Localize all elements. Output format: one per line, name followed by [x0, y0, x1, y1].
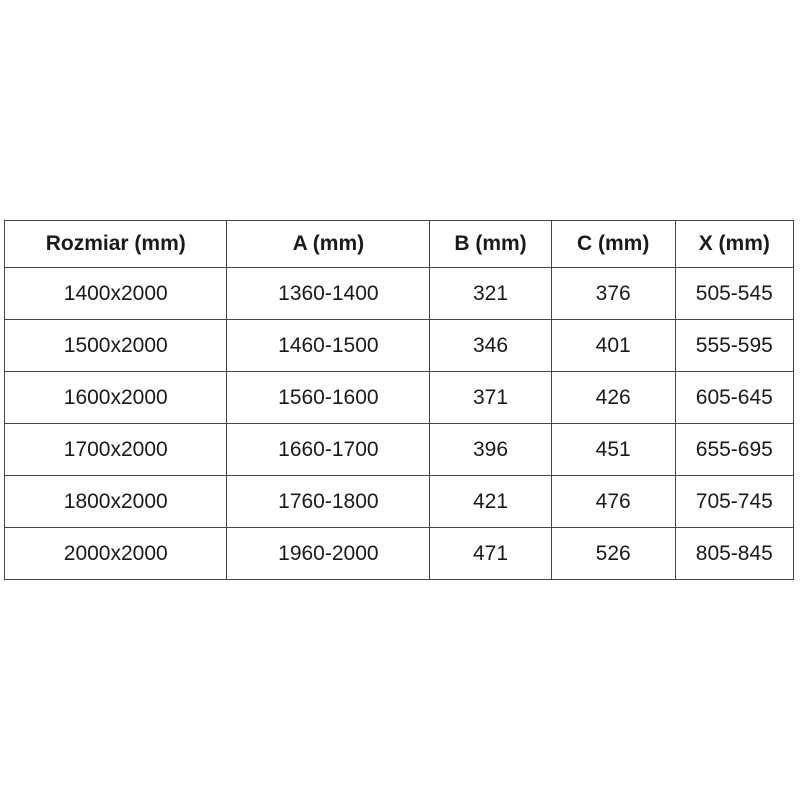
table-cell: 805-845 [675, 528, 793, 580]
table-cell: 2000x2000 [5, 528, 227, 580]
table-cell: 1800x2000 [5, 476, 227, 528]
table-cell: 376 [551, 268, 675, 320]
table-row [5, 268, 794, 320]
table-cell: 705-745 [675, 476, 793, 528]
table-cell: 1700x2000 [5, 424, 227, 476]
table-cell: 1460-1500 [227, 320, 430, 372]
table-cell: 321 [430, 268, 552, 320]
table-cell: 1760-1800 [227, 476, 430, 528]
table-cell: 1600x2000 [5, 372, 227, 424]
table-cell: 451 [551, 424, 675, 476]
size-table [4, 220, 794, 580]
table-header [5, 221, 794, 268]
table-cell: 371 [430, 372, 552, 424]
table-cell: 655-695 [675, 424, 793, 476]
column-header-a: A (mm) [227, 221, 430, 268]
table-row [5, 424, 794, 476]
column-header-b: B (mm) [430, 221, 552, 268]
table-row [5, 476, 794, 528]
column-header-x: X (mm) [675, 221, 793, 268]
table-header-row [5, 221, 794, 268]
table-cell: 1360-1400 [227, 268, 430, 320]
table-cell: 1400x2000 [5, 268, 227, 320]
table-row [5, 528, 794, 580]
table-cell: 555-595 [675, 320, 793, 372]
table-cell: 471 [430, 528, 552, 580]
table-cell: 526 [551, 528, 675, 580]
table-row [5, 320, 794, 372]
table-cell: 396 [430, 424, 552, 476]
table-cell: 401 [551, 320, 675, 372]
table-cell: 1560-1600 [227, 372, 430, 424]
table-cell: 421 [430, 476, 552, 528]
table-cell: 505-545 [675, 268, 793, 320]
table-cell: 1660-1700 [227, 424, 430, 476]
table-cell: 346 [430, 320, 552, 372]
table-cell: 426 [551, 372, 675, 424]
table-body [5, 268, 794, 580]
table-cell: 1960-2000 [227, 528, 430, 580]
column-header-c: C (mm) [551, 221, 675, 268]
table-cell: 1500x2000 [5, 320, 227, 372]
column-header-rozmiar: Rozmiar (mm) [5, 221, 227, 268]
table-cell: 605-645 [675, 372, 793, 424]
table-cell: 476 [551, 476, 675, 528]
table-row [5, 372, 794, 424]
